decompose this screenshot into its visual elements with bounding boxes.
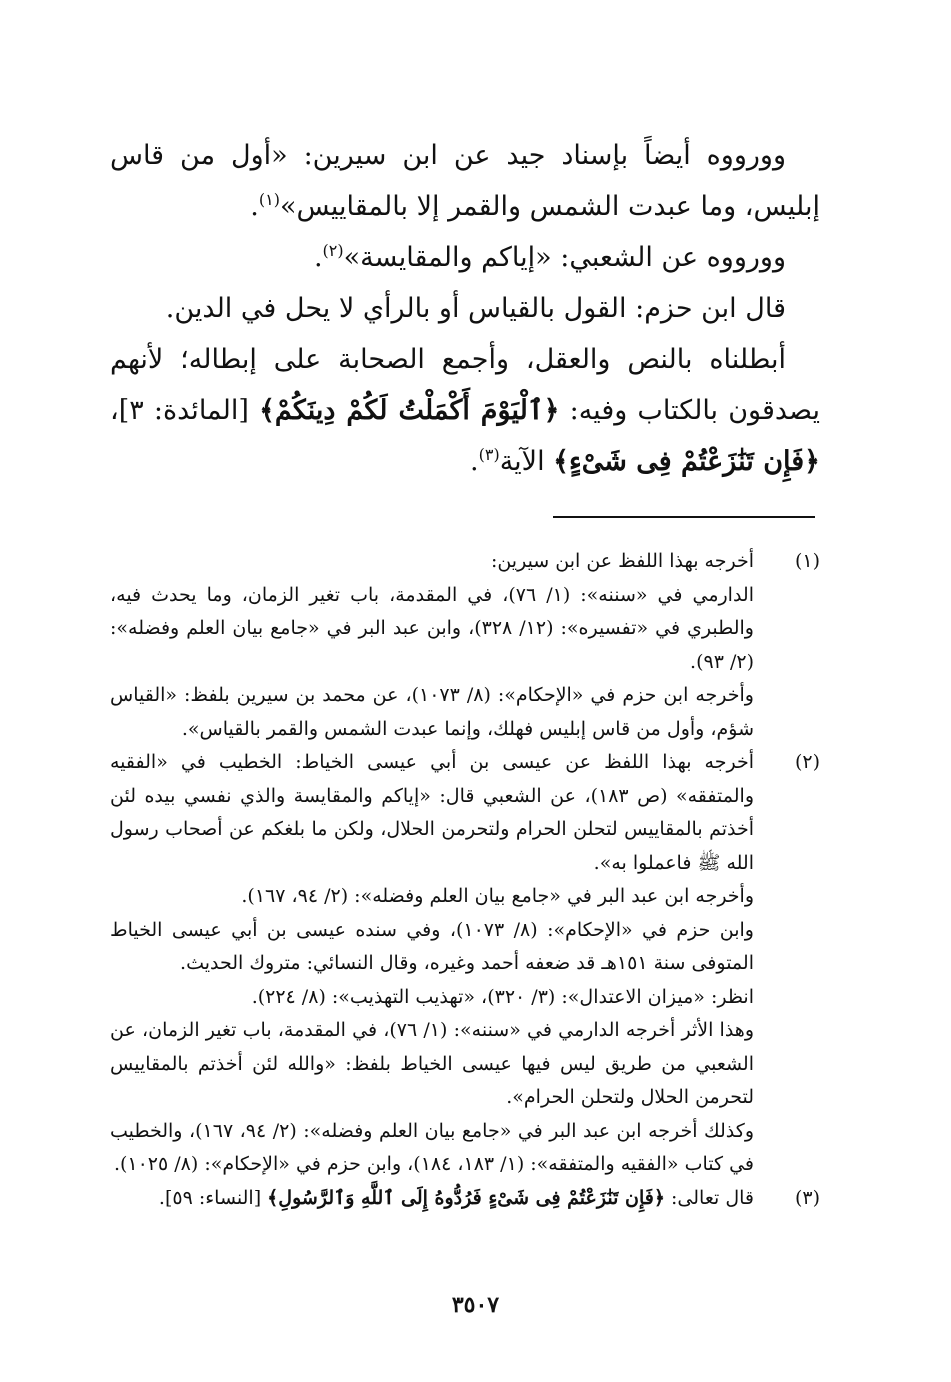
paragraph-4-end: الآية [499, 446, 554, 477]
footnote-line: أخرجه بهذا اللفظ عن عيسى بن أبي عيسى الخياط: الخطيب في «الفقيه والمتفقه» (ص ١٨٣)، عن الشعبي قال: «إياكم والمقايسة والذي نفسي بيده لئن أخذتم بالمقاييس لتحلن الحرام ولتحرمن الحلال، ولكن ما بلغكم عن أصحاب رسول الله ﷺ فاعملوا به». [110, 751, 755, 874]
footnote-number: (١) [794, 550, 820, 572]
paragraph-1 [110, 130, 820, 232]
paragraph-1-text: وورووه أيضاً بإسناد جيد عن ابن سيرين: «أول من قاس إبليس، وما عبدت الشمس والقمر إلا بالمقاييس» [110, 140, 820, 222]
surah-ref-3: [النساء: ٥٩]. [158, 1186, 268, 1209]
footnote-ref-3[interactable]: (٣) [478, 445, 500, 464]
footnote-line: انظر: «ميزان الاعتدال»: (٣/ ٣٢٠)، «تهذيب التهذيب»: (٨/ ٢٢٤). [251, 985, 754, 1008]
footnote-3-text: قال تعالى: [664, 1186, 754, 1209]
footnote-line: وأخرجه ابن عبد البر في «جامع بيان العلم وفضله»: (٢/ ٩٤، ١٦٧). [241, 885, 754, 907]
paragraph-2-end: . [313, 242, 323, 273]
surah-ref-1: [المائدة: ٣]، [110, 395, 260, 426]
quran-verse-2: ﴿فَإِن تَنَٰزَعْتُمْ فِى شَىْءٍ﴾ [553, 446, 820, 477]
main-text [110, 130, 820, 487]
paragraph-4-dot: . [470, 446, 479, 477]
footnote-line: وهذا الأثر أخرجه الدارمي في «سننه»: (١/ ٧٦)، في المقدمة، باب تغير الزمان، عن الشعبي من طريق ليس فيها عيسى الخياط بلفظ: «والله لئن أخذتم بالمقاييس لتحرمن الحلال ولتحلن الحرام». [110, 1019, 754, 1108]
footnote-1 [110, 545, 820, 746]
footnote-number: (٢) [794, 751, 820, 773]
quran-verse-3: ﴿فَإِن تَنَٰزَعْتُمْ فِى شَىْءٍ فَرُدُّوهُ إِلَى ٱللَّهِ وَٱلرَّسُولِ﴾ [267, 1186, 665, 1209]
paragraph-3: قال ابن حزم: القول بالقياس أو بالرأي لا يحل في الدين. [165, 293, 786, 324]
quran-verse-1: ﴿ٱلْيَوْمَ أَكْمَلْتُ لَكُمْ دِينَكُمْ﴾ [259, 395, 560, 426]
footnote-3 [110, 1182, 820, 1216]
paragraph-2 [110, 232, 820, 283]
footnote-ref-2[interactable]: (٢) [322, 241, 344, 260]
footnote-line: وكذلك أخرجه ابن عبد البر في «جامع بيان العلم وفضله»: (٢/ ٩٤، ١٦٧)، والخطيب في كتاب «الفقيه والمتفقه»: (١/ ١٨٣، ١٨٤)، وابن حزم في «الإحكام»: (٨/ ١٠٢٥). [110, 1119, 754, 1175]
footnote-line: وابن حزم في «الإحكام»: (٨/ ١٠٧٣)، وفي سنده عيسى بن أبي عيسى الخياط المتوفى سنة ١٥١هـ قد ضعفه أحمد وغيره، وقال النسائي: متروك الحديث. [110, 918, 754, 974]
paragraph-4-text: أبطلناه بالنص والعقل، وأجمع الصحابة على إبطاله؛ لأنهم يصدقون بالكتاب وفيه: [110, 344, 820, 426]
footnote-number: (٣) [794, 1186, 820, 1209]
paragraph-2-text: وورووه عن الشعبي: «إياكم والمقايسة» [343, 242, 786, 273]
footnote-2 [110, 746, 820, 1182]
footnote-separator [553, 516, 815, 518]
footnote-line: وأخرجه ابن حزم في «الإحكام»: (٨/ ١٠٧٣)، عن محمد بن سيرين بلفظ: «القياس شؤم، وأول من قاس إبليس فهلك، وإنما عبدت الشمس والقمر بالقياس». [110, 684, 754, 740]
paragraph-4 [110, 334, 820, 487]
footnote-line: الدارمي في «سننه»: (١/ ٧٦)، في المقدمة، باب تغير الزمان، وما يحدث فيه، والطبري في «تفسيره»: (١٢/ ٣٢٨)، وابن عبد البر في «جامع بيان العلم وفضله»: (٢/ ٩٣). [110, 583, 754, 673]
page-number: ٣٥٠٧ [451, 1292, 500, 1318]
footnotes [110, 545, 820, 1215]
footnote-line: أخرجه بهذا اللفظ عن ابن سيرين: [490, 550, 754, 572]
footnote-ref-1[interactable]: (١) [258, 190, 280, 209]
footnote-line [110, 1182, 754, 1216]
paragraph-1-end: . [250, 191, 259, 222]
